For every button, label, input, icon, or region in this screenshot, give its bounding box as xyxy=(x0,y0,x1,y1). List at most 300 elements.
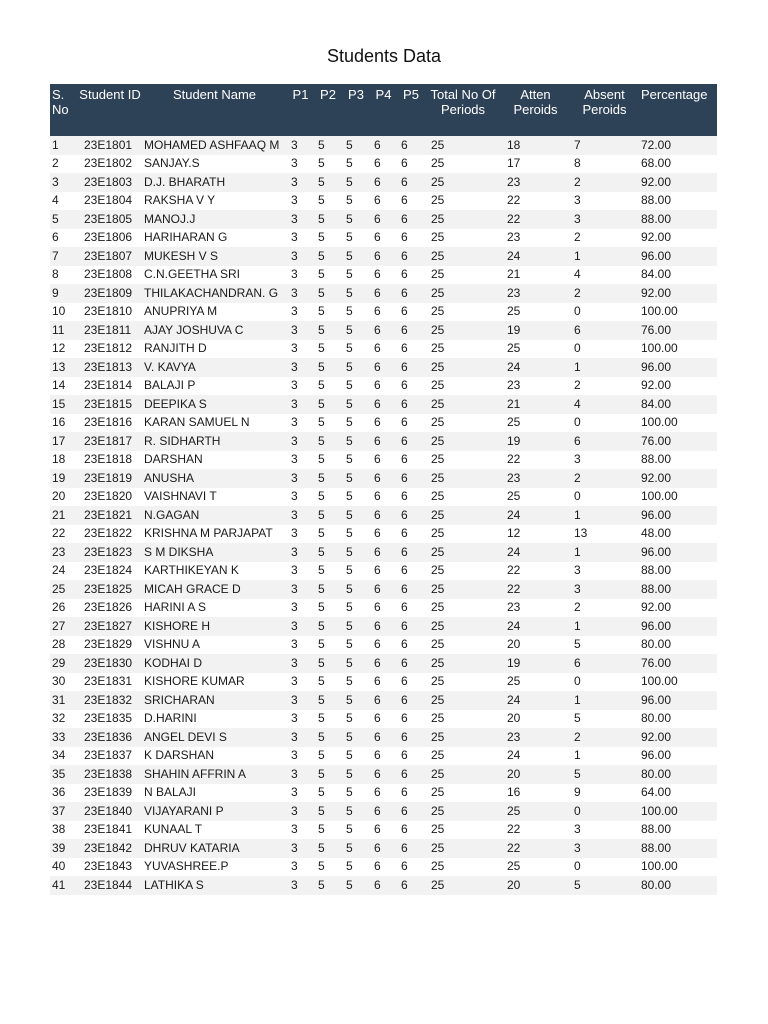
absent-cell: 1 xyxy=(570,358,639,377)
p4-cell: 6 xyxy=(370,802,397,821)
sno-cell: 31 xyxy=(50,691,78,710)
student-name-cell: SANJAY.S xyxy=(142,155,287,174)
p3-cell: 5 xyxy=(342,247,370,266)
student-id-cell: 23E1806 xyxy=(78,229,142,248)
absent-cell: 5 xyxy=(570,636,639,655)
p4-cell: 6 xyxy=(370,377,397,396)
absent-cell: 2 xyxy=(570,599,639,618)
p1-cell: 3 xyxy=(287,358,314,377)
p2-cell: 5 xyxy=(314,506,342,525)
percentage-cell: 92.00 xyxy=(639,229,717,248)
p2-cell: 5 xyxy=(314,728,342,747)
student-id-cell: 23E1817 xyxy=(78,432,142,451)
student-id-cell: 23E1837 xyxy=(78,747,142,766)
student-id-cell: 23E1807 xyxy=(78,247,142,266)
student-name-cell: N.GAGAN xyxy=(142,506,287,525)
student-id-cell: 23E1804 xyxy=(78,192,142,211)
p4-cell: 6 xyxy=(370,395,397,414)
p2-cell: 5 xyxy=(314,858,342,877)
p4-cell: 6 xyxy=(370,562,397,581)
student-name-cell: S M DIKSHA xyxy=(142,543,287,562)
p2-cell: 5 xyxy=(314,210,342,229)
total-periods-cell: 25 xyxy=(425,580,501,599)
student-id-cell: 23E1819 xyxy=(78,469,142,488)
student-name-cell: KISHORE KUMAR xyxy=(142,673,287,692)
attended-cell: 24 xyxy=(501,617,570,636)
percentage-cell: 100.00 xyxy=(639,802,717,821)
attended-cell: 20 xyxy=(501,636,570,655)
student-id-cell: 23E1821 xyxy=(78,506,142,525)
student-name-cell: KUNAAL T xyxy=(142,821,287,840)
p3-cell: 5 xyxy=(342,266,370,285)
attended-cell: 22 xyxy=(501,580,570,599)
p3-cell: 5 xyxy=(342,525,370,544)
p5-cell: 6 xyxy=(397,506,425,525)
student-id-cell: 23E1815 xyxy=(78,395,142,414)
p1-cell: 3 xyxy=(287,821,314,840)
absent-cell: 3 xyxy=(570,580,639,599)
attended-cell: 25 xyxy=(501,488,570,507)
p5-cell: 6 xyxy=(397,247,425,266)
p1-cell: 3 xyxy=(287,506,314,525)
sno-cell: 11 xyxy=(50,321,78,340)
absent-cell: 2 xyxy=(570,728,639,747)
table-row xyxy=(50,395,717,414)
p2-cell: 5 xyxy=(314,377,342,396)
student-name-cell: VIJAYARANI P xyxy=(142,802,287,821)
absent-cell: 1 xyxy=(570,617,639,636)
student-id-cell: 23E1830 xyxy=(78,654,142,673)
p4-cell: 6 xyxy=(370,710,397,729)
student-name-cell: R. SIDHARTH xyxy=(142,432,287,451)
attended-cell: 16 xyxy=(501,784,570,803)
absent-cell: 5 xyxy=(570,765,639,784)
p2-cell: 5 xyxy=(314,747,342,766)
student-name-cell: ANUSHA xyxy=(142,469,287,488)
attended-cell: 20 xyxy=(501,765,570,784)
student-id-cell: 23E1811 xyxy=(78,321,142,340)
total-periods-cell: 25 xyxy=(425,525,501,544)
p5-cell: 6 xyxy=(397,414,425,433)
sno-cell: 38 xyxy=(50,821,78,840)
attended-cell: 22 xyxy=(501,562,570,581)
p3-cell: 5 xyxy=(342,728,370,747)
p4-cell: 6 xyxy=(370,636,397,655)
p4-cell: 6 xyxy=(370,673,397,692)
table-row xyxy=(50,617,717,636)
p5-cell: 6 xyxy=(397,266,425,285)
p2-cell: 5 xyxy=(314,802,342,821)
p1-cell: 3 xyxy=(287,673,314,692)
p5-cell: 6 xyxy=(397,303,425,322)
sno-cell: 27 xyxy=(50,617,78,636)
student-id-cell: 23E1824 xyxy=(78,562,142,581)
p4-cell: 6 xyxy=(370,617,397,636)
sno-cell: 14 xyxy=(50,377,78,396)
p4-cell: 6 xyxy=(370,876,397,895)
percentage-cell: 80.00 xyxy=(639,765,717,784)
sno-cell: 19 xyxy=(50,469,78,488)
absent-cell: 0 xyxy=(570,414,639,433)
attended-cell: 12 xyxy=(501,525,570,544)
percentage-cell: 96.00 xyxy=(639,358,717,377)
p5-cell: 6 xyxy=(397,155,425,174)
absent-cell: 1 xyxy=(570,543,639,562)
table-row xyxy=(50,525,717,544)
p2-cell: 5 xyxy=(314,599,342,618)
student-name-cell: ANGEL DEVI S xyxy=(142,728,287,747)
p3-cell: 5 xyxy=(342,303,370,322)
percentage-cell: 88.00 xyxy=(639,839,717,858)
sno-cell: 6 xyxy=(50,229,78,248)
p5-cell: 6 xyxy=(397,284,425,303)
p4-cell: 6 xyxy=(370,525,397,544)
percentage-cell: 100.00 xyxy=(639,340,717,359)
p1-cell: 3 xyxy=(287,858,314,877)
p4-cell: 6 xyxy=(370,728,397,747)
p4-cell: 6 xyxy=(370,303,397,322)
attended-cell: 23 xyxy=(501,469,570,488)
student-id-cell: 23E1826 xyxy=(78,599,142,618)
p5-cell: 6 xyxy=(397,451,425,470)
p3-cell: 5 xyxy=(342,155,370,174)
student-id-cell: 23E1818 xyxy=(78,451,142,470)
absent-cell: 3 xyxy=(570,839,639,858)
table-row xyxy=(50,414,717,433)
student-name-cell: D.HARINI xyxy=(142,710,287,729)
total-periods-cell: 25 xyxy=(425,784,501,803)
sno-cell: 34 xyxy=(50,747,78,766)
p1-cell: 3 xyxy=(287,728,314,747)
sno-cell: 10 xyxy=(50,303,78,322)
sno-cell: 29 xyxy=(50,654,78,673)
p4-cell: 6 xyxy=(370,765,397,784)
percentage-cell: 92.00 xyxy=(639,173,717,192)
percentage-cell: 96.00 xyxy=(639,617,717,636)
p4-cell: 6 xyxy=(370,821,397,840)
p5-cell: 6 xyxy=(397,747,425,766)
absent-cell: 4 xyxy=(570,266,639,285)
p1-cell: 3 xyxy=(287,691,314,710)
p3-cell: 5 xyxy=(342,377,370,396)
student-name-cell: HARINI A S xyxy=(142,599,287,618)
table-row xyxy=(50,654,717,673)
table-row xyxy=(50,821,717,840)
attended-cell: 23 xyxy=(501,284,570,303)
p2-cell: 5 xyxy=(314,821,342,840)
student-id-cell: 23E1810 xyxy=(78,303,142,322)
total-periods-cell: 25 xyxy=(425,599,501,618)
percentage-cell: 96.00 xyxy=(639,543,717,562)
p4-cell: 6 xyxy=(370,488,397,507)
p3-cell: 5 xyxy=(342,321,370,340)
absent-cell: 5 xyxy=(570,710,639,729)
table-row xyxy=(50,247,717,266)
p2-cell: 5 xyxy=(314,321,342,340)
p4-cell: 6 xyxy=(370,210,397,229)
p3-cell: 5 xyxy=(342,839,370,858)
attended-cell: 23 xyxy=(501,173,570,192)
sno-cell: 39 xyxy=(50,839,78,858)
student-name-cell: SHAHIN AFFRIN A xyxy=(142,765,287,784)
p1-cell: 3 xyxy=(287,802,314,821)
attended-cell: 23 xyxy=(501,728,570,747)
attended-cell: 19 xyxy=(501,321,570,340)
p5-cell: 6 xyxy=(397,543,425,562)
percentage-cell: 88.00 xyxy=(639,562,717,581)
student-id-cell: 23E1803 xyxy=(78,173,142,192)
p2-cell: 5 xyxy=(314,876,342,895)
total-periods-cell: 25 xyxy=(425,802,501,821)
p3-cell: 5 xyxy=(342,173,370,192)
p3-cell: 5 xyxy=(342,229,370,248)
absent-cell: 8 xyxy=(570,155,639,174)
p3-cell: 5 xyxy=(342,747,370,766)
p1-cell: 3 xyxy=(287,377,314,396)
percentage-cell: 80.00 xyxy=(639,710,717,729)
total-periods-cell: 25 xyxy=(425,377,501,396)
attended-cell: 17 xyxy=(501,155,570,174)
table-row xyxy=(50,691,717,710)
table-header-row xyxy=(50,84,717,136)
absent-cell: 5 xyxy=(570,876,639,895)
sno-cell: 41 xyxy=(50,876,78,895)
table-row xyxy=(50,377,717,396)
p5-cell: 6 xyxy=(397,617,425,636)
student-name-cell: DARSHAN xyxy=(142,451,287,470)
attended-cell: 22 xyxy=(501,839,570,858)
table-row xyxy=(50,192,717,211)
total-periods-cell: 25 xyxy=(425,710,501,729)
table-row xyxy=(50,432,717,451)
student-name-cell: BALAJI P xyxy=(142,377,287,396)
p5-cell: 6 xyxy=(397,469,425,488)
p2-cell: 5 xyxy=(314,488,342,507)
sno-cell: 3 xyxy=(50,173,78,192)
student-name-cell: LATHIKA S xyxy=(142,876,287,895)
attended-cell: 22 xyxy=(501,821,570,840)
p2-cell: 5 xyxy=(314,710,342,729)
p5-cell: 6 xyxy=(397,340,425,359)
p4-cell: 6 xyxy=(370,358,397,377)
p1-cell: 3 xyxy=(287,340,314,359)
table-row xyxy=(50,303,717,322)
absent-cell: 9 xyxy=(570,784,639,803)
table-row xyxy=(50,747,717,766)
p2-cell: 5 xyxy=(314,192,342,211)
absent-cell: 0 xyxy=(570,673,639,692)
sno-cell: 24 xyxy=(50,562,78,581)
table-row xyxy=(50,562,717,581)
student-name-cell: KODHAI D xyxy=(142,654,287,673)
attended-cell: 24 xyxy=(501,358,570,377)
p3-cell: 5 xyxy=(342,506,370,525)
p1-cell: 3 xyxy=(287,562,314,581)
p2-cell: 5 xyxy=(314,765,342,784)
p5-cell: 6 xyxy=(397,136,425,155)
table-row xyxy=(50,784,717,803)
student-id-cell: 23E1801 xyxy=(78,136,142,155)
sno-cell: 8 xyxy=(50,266,78,285)
student-id-cell: 23E1832 xyxy=(78,691,142,710)
student-id-cell: 23E1841 xyxy=(78,821,142,840)
attended-cell: 24 xyxy=(501,691,570,710)
p1-cell: 3 xyxy=(287,710,314,729)
table-row xyxy=(50,802,717,821)
sno-cell: 25 xyxy=(50,580,78,599)
absent-cell: 13 xyxy=(570,525,639,544)
total-periods-cell: 25 xyxy=(425,747,501,766)
percentage-cell: 96.00 xyxy=(639,506,717,525)
p5-cell: 6 xyxy=(397,839,425,858)
p5-cell: 6 xyxy=(397,858,425,877)
p3-cell: 5 xyxy=(342,395,370,414)
p2-cell: 5 xyxy=(314,229,342,248)
p2-cell: 5 xyxy=(314,691,342,710)
table-row xyxy=(50,876,717,895)
absent-cell: 3 xyxy=(570,210,639,229)
attended-cell: 23 xyxy=(501,229,570,248)
total-periods-cell: 25 xyxy=(425,210,501,229)
p4-cell: 6 xyxy=(370,543,397,562)
student-name-cell: RANJITH D xyxy=(142,340,287,359)
p5-cell: 6 xyxy=(397,636,425,655)
p1-cell: 3 xyxy=(287,395,314,414)
header-student-name: Student Name xyxy=(142,84,287,136)
p1-cell: 3 xyxy=(287,654,314,673)
p1-cell: 3 xyxy=(287,469,314,488)
attended-cell: 23 xyxy=(501,377,570,396)
absent-cell: 3 xyxy=(570,562,639,581)
student-name-cell: VAISHNAVI T xyxy=(142,488,287,507)
attended-cell: 25 xyxy=(501,303,570,322)
student-id-cell: 23E1814 xyxy=(78,377,142,396)
p1-cell: 3 xyxy=(287,488,314,507)
p3-cell: 5 xyxy=(342,284,370,303)
p2-cell: 5 xyxy=(314,340,342,359)
student-id-cell: 23E1813 xyxy=(78,358,142,377)
p1-cell: 3 xyxy=(287,284,314,303)
attended-cell: 20 xyxy=(501,876,570,895)
student-name-cell: DHRUV KATARIA xyxy=(142,839,287,858)
total-periods-cell: 25 xyxy=(425,321,501,340)
percentage-cell: 72.00 xyxy=(639,136,717,155)
p1-cell: 3 xyxy=(287,580,314,599)
p5-cell: 6 xyxy=(397,229,425,248)
p3-cell: 5 xyxy=(342,691,370,710)
sno-cell: 35 xyxy=(50,765,78,784)
total-periods-cell: 25 xyxy=(425,673,501,692)
p1-cell: 3 xyxy=(287,247,314,266)
student-id-cell: 23E1809 xyxy=(78,284,142,303)
total-periods-cell: 25 xyxy=(425,395,501,414)
sno-cell: 23 xyxy=(50,543,78,562)
p5-cell: 6 xyxy=(397,765,425,784)
student-id-cell: 23E1831 xyxy=(78,673,142,692)
percentage-cell: 96.00 xyxy=(639,747,717,766)
p1-cell: 3 xyxy=(287,303,314,322)
table-row xyxy=(50,469,717,488)
header-p2: P2 xyxy=(314,84,342,136)
p4-cell: 6 xyxy=(370,599,397,618)
p2-cell: 5 xyxy=(314,543,342,562)
attended-cell: 22 xyxy=(501,192,570,211)
absent-cell: 0 xyxy=(570,802,639,821)
header-percentage: Percentage xyxy=(639,84,717,136)
total-periods-cell: 25 xyxy=(425,173,501,192)
p3-cell: 5 xyxy=(342,876,370,895)
p2-cell: 5 xyxy=(314,136,342,155)
p4-cell: 6 xyxy=(370,136,397,155)
absent-cell: 0 xyxy=(570,858,639,877)
sno-cell: 5 xyxy=(50,210,78,229)
p5-cell: 6 xyxy=(397,728,425,747)
p5-cell: 6 xyxy=(397,710,425,729)
p5-cell: 6 xyxy=(397,358,425,377)
total-periods-cell: 25 xyxy=(425,839,501,858)
table-row xyxy=(50,728,717,747)
p4-cell: 6 xyxy=(370,784,397,803)
total-periods-cell: 25 xyxy=(425,358,501,377)
absent-cell: 1 xyxy=(570,506,639,525)
percentage-cell: 88.00 xyxy=(639,192,717,211)
percentage-cell: 76.00 xyxy=(639,432,717,451)
p3-cell: 5 xyxy=(342,617,370,636)
student-name-cell: SRICHARAN xyxy=(142,691,287,710)
attended-cell: 24 xyxy=(501,247,570,266)
p4-cell: 6 xyxy=(370,691,397,710)
percentage-cell: 68.00 xyxy=(639,155,717,174)
p3-cell: 5 xyxy=(342,136,370,155)
table-row xyxy=(50,599,717,618)
total-periods-cell: 25 xyxy=(425,414,501,433)
p2-cell: 5 xyxy=(314,358,342,377)
sno-cell: 30 xyxy=(50,673,78,692)
p2-cell: 5 xyxy=(314,395,342,414)
table-row xyxy=(50,229,717,248)
table-row xyxy=(50,340,717,359)
student-id-cell: 23E1836 xyxy=(78,728,142,747)
total-periods-cell: 25 xyxy=(425,562,501,581)
p2-cell: 5 xyxy=(314,617,342,636)
p1-cell: 3 xyxy=(287,136,314,155)
total-periods-cell: 25 xyxy=(425,506,501,525)
header-total-periods: Total No Of Periods xyxy=(425,84,501,136)
total-periods-cell: 25 xyxy=(425,192,501,211)
student-name-cell: THILAKACHANDRAN. G xyxy=(142,284,287,303)
student-name-cell: V. KAVYA xyxy=(142,358,287,377)
student-name-cell: N BALAJI xyxy=(142,784,287,803)
table-row xyxy=(50,173,717,192)
header-student-id: Student ID xyxy=(78,84,142,136)
p3-cell: 5 xyxy=(342,210,370,229)
attended-cell: 18 xyxy=(501,136,570,155)
attended-cell: 19 xyxy=(501,432,570,451)
total-periods-cell: 25 xyxy=(425,765,501,784)
table-body xyxy=(50,136,717,895)
p1-cell: 3 xyxy=(287,525,314,544)
p5-cell: 6 xyxy=(397,321,425,340)
p1-cell: 3 xyxy=(287,414,314,433)
table-row xyxy=(50,210,717,229)
attended-cell: 24 xyxy=(501,747,570,766)
student-id-cell: 23E1844 xyxy=(78,876,142,895)
student-name-cell: ANUPRIYA M xyxy=(142,303,287,322)
student-name-cell: MANOJ.J xyxy=(142,210,287,229)
sno-cell: 4 xyxy=(50,192,78,211)
p2-cell: 5 xyxy=(314,432,342,451)
p4-cell: 6 xyxy=(370,414,397,433)
